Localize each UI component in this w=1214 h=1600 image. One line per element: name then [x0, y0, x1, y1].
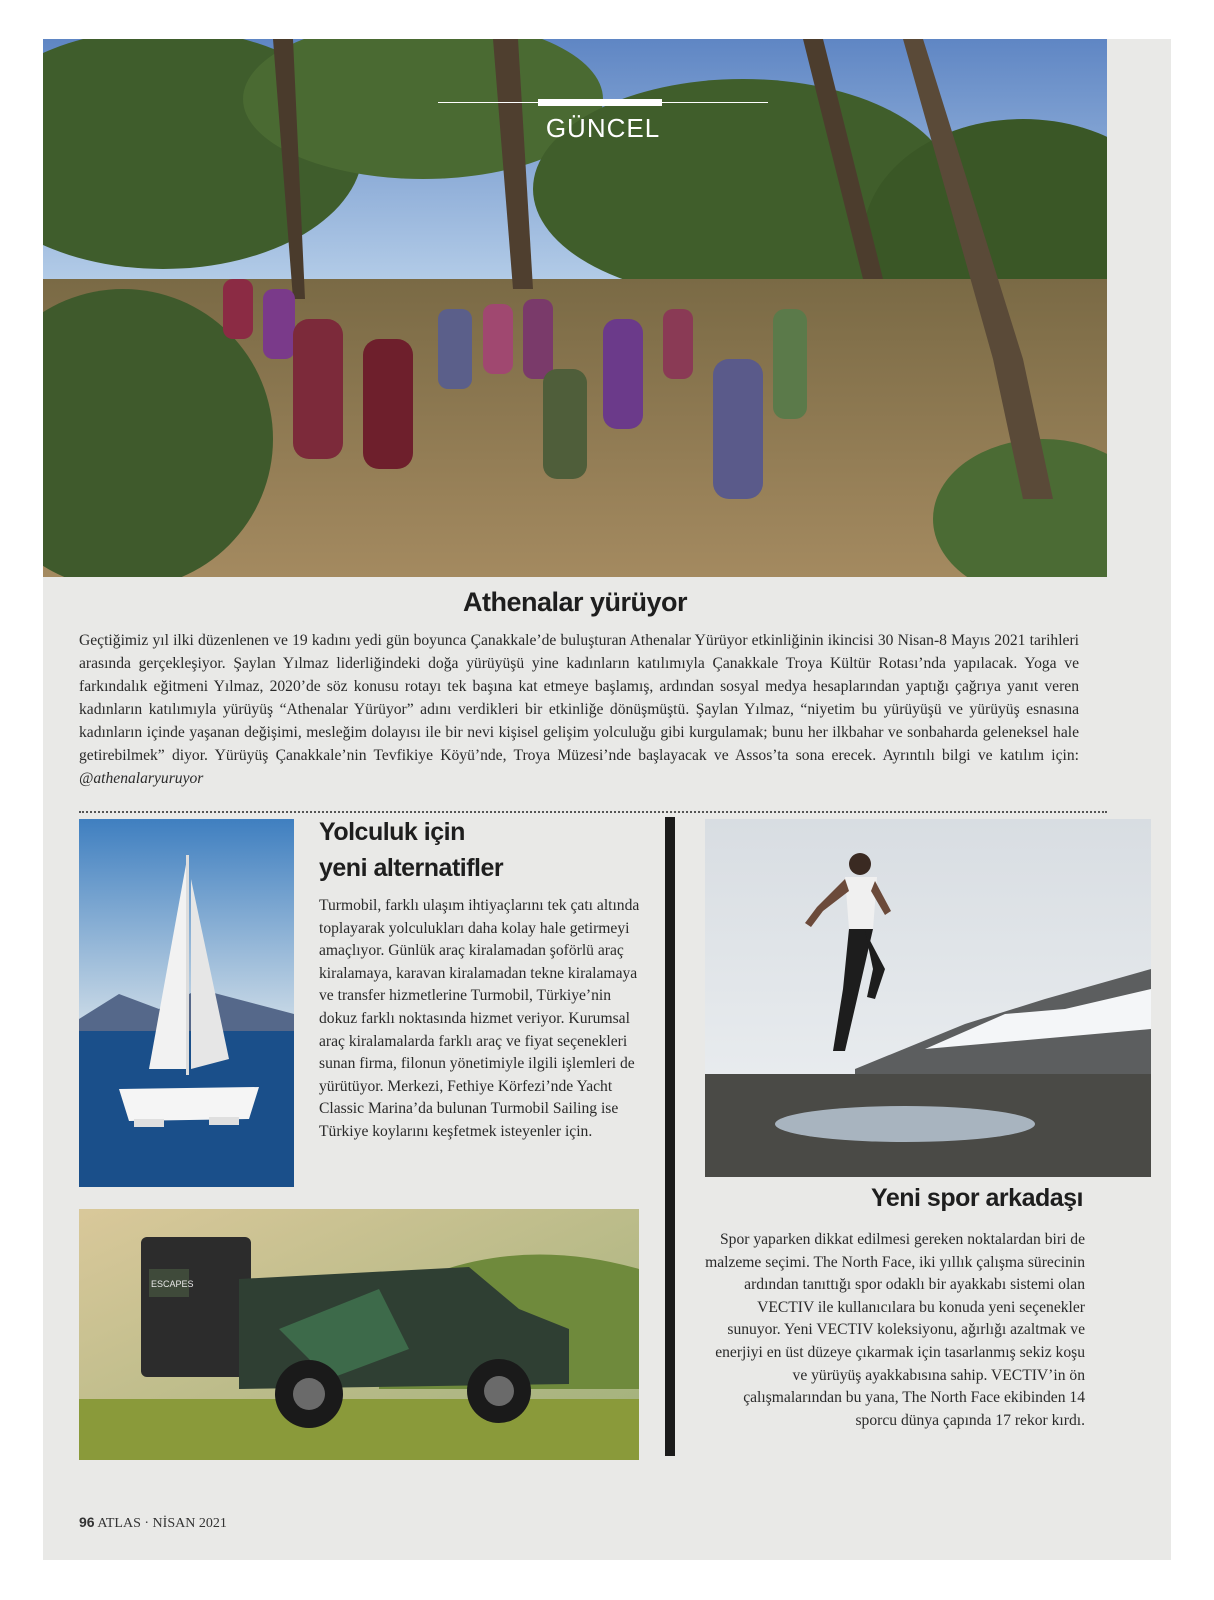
- article-title-athenalar: Athenalar yürüyor: [462, 587, 688, 617]
- section-tag: [438, 99, 768, 149]
- issue-date: NİSAN 2021: [152, 1516, 227, 1531]
- footer-separator: ·: [144, 1516, 150, 1531]
- catamaran-photo: [79, 819, 294, 1187]
- dotted-separator: [79, 811, 1107, 813]
- article-title-yolculuk: [319, 814, 619, 886]
- social-handle-link[interactable]: @athenalaryuruyor: [79, 770, 204, 787]
- article-body-spor: Spor yaparken dikkat edilmesi gereken noktalardan biri de malzeme seçimi. The North Face, iki yıllık çalışma sürecinin ardından tanıttığı spor odaklı bir ayakkabı sistemi olan VECTIV ile kullanıcılara bu konuda yeni seçenekler sunuyor. Yeni VECTIV koleksiyonu, ağırlığı azaltmak ve enerjiyi en üst düzeye çıkarmak için tasarlanmış sekiz koşu ve yürüyüş ayakkabısına sahip. VECTIV’in ön çalışmalarından bu yana, The North Face ekibinden 14 sporcu dünya çapında 17 rekor kırdı.: [705, 1231, 1085, 1429]
- page-number: 96: [79, 1514, 95, 1530]
- title-line-1: Yolculuk için: [319, 818, 465, 846]
- article-title-spor: Yeni spor arkadaşı: [871, 1184, 1083, 1212]
- hero-photo-forest-women: [43, 39, 1107, 577]
- camper-truck-photo: [79, 1209, 639, 1460]
- title-line-2: yeni alternatifler: [319, 854, 504, 882]
- truck-logo-text: ESCAPES: [151, 1279, 194, 1289]
- column-divider: [665, 817, 675, 1456]
- tag-rule-thick: [538, 99, 662, 106]
- trail-runner-photo: [705, 819, 1151, 1177]
- section-label: GÜNCEL: [545, 113, 661, 143]
- article-body-yolculuk: Turmobil, farklı ulaşım ihtiyaçlarını tek çatı altında toplayarak yolculukları daha kolay hale getirmeyi amaçlıyor. Günlük araç kiralamadan şoförlü araç kiralamaya, karavan kiralamadan tekne kiralamaya ve transfer hizmetlerine Turmobil, Türkiye’nin dokuz farklı noktasında hizmet veriyor. Kurumsal araç kiralamalarda farklı araç ve fiyat seçenekleri sunan firma, filonun yönetimiyle ilgili işlemleri de yürütüyor. Merkezi, Fethiye Körfezi’nde Yacht Classic Marina’da bulunan Turmobil Sailing ise Türkiye koylarını keşfetmek isteyenler için.: [319, 897, 640, 1140]
- page-footer: [79, 1514, 227, 1532]
- magazine-name: ATLAS: [97, 1516, 141, 1531]
- magazine-page: [43, 39, 1171, 1560]
- article-body-athenalar: [79, 629, 1079, 790]
- article-body-text: Geçtiğimiz yıl ilki düzenlenen ve 19 kadını yedi gün boyunca Çanakkale’de buluşturan Athenalar Yürüyor etkinliğinin ikincisi 30 Nisan-8 Mayıs 2021 tarihleri arasında gerçekleşiyor. Şaylan Yılmaz liderliğindeki doğa yürüyüşü yine kadınların katılımıyla Çanakkale Troya Kültür Rotası’nda yapılacak. Yoga ve farkındalık eğitmeni Yılmaz, 2020’de söz konusu rotayı tek başına kat etmeye başlamış, ardından sosyal medya hesaplarından yaptığı çağrıya yanıt veren kadınların katılımıyla yürüyüş “Athenalar Yürüyor” adını verdikleri bir etkinliğe dönüşmüştü. Şaylan Yılmaz, “niyetim bu yürüyüşü ve yürüyüş esnasına kadınların içinde yaşanan değişimi, mesleğim dolayısı ile bir nevi kişisel gelişim yolculuğu gibi kurgulamak; bunu her ilkbahar ve sonbaharda geleneksel hale getirebilmek” diyor. Yürüyüş Çanakkale’nin Tevfikiye Köyü’nde, Troya Müzesi’nde başlayacak ve Assos’ta sona erecek. Ayrıntılı bilgi ve katılım için:: [79, 632, 1079, 764]
